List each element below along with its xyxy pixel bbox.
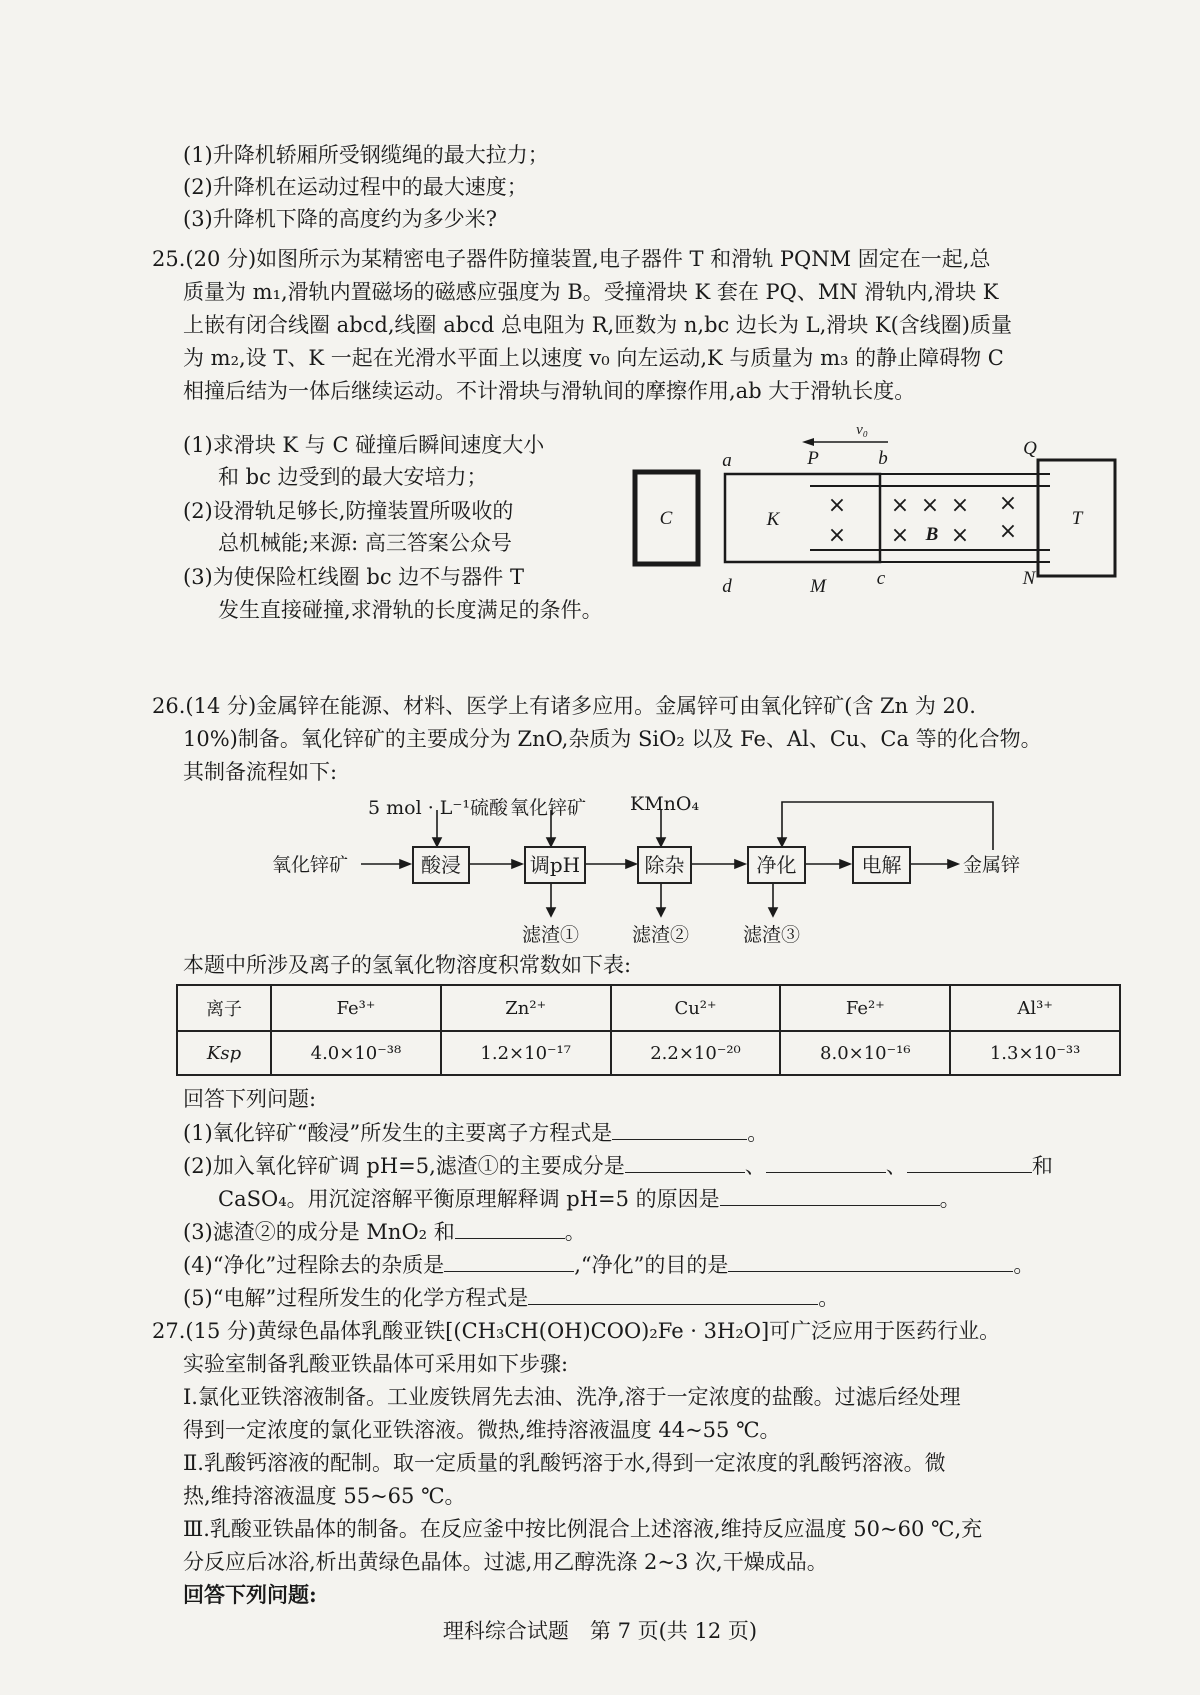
table-row (177, 1031, 1120, 1075)
q25-line-3: 上嵌有闭合线圈 abcd,线圈 abcd 总电阻为 R,匝数为 n,bc 边长为 L,滑块 K(含线圈)质量 (183, 313, 1012, 337)
q27-line-4: 得到一定浓度的氯化亚铁溶液。微热,维持溶液温度 44~55 ℃。 (183, 1418, 781, 1442)
table-header-cell: Fe²⁺ (780, 985, 950, 1031)
residue-1: 滤渣① (522, 924, 580, 946)
residue-2: 滤渣② (632, 924, 690, 946)
label-a: a (722, 450, 732, 471)
table-cell: 1.3×10⁻³³ (950, 1031, 1120, 1075)
answer-blank[interactable] (444, 1249, 574, 1272)
q26-line-2: 10%)制备。氧化锌矿的主要成分为 ZnO,杂质为 SiO₂ 以及 Fe、Al、Cu、Ca 等的化合物。 (183, 727, 1042, 751)
table-row (177, 985, 1120, 1031)
q27-line-2: 实验室制备乳酸亚铁晶体可采用如下步骤: (183, 1352, 569, 1376)
q26-q3-text: (3)滤渣②的成分是 MnO₂ 和 (183, 1220, 455, 1244)
reagent-sulfuric-acid: 5 mol · L⁻¹硫酸 (368, 797, 509, 819)
table-cell: 8.0×10⁻¹⁶ (780, 1031, 950, 1075)
period: 。 (939, 1187, 961, 1211)
q27-line-6: 热,维持溶液温度 55~65 ℃。 (183, 1484, 466, 1508)
label-b-field: B (925, 524, 939, 545)
answer-blank[interactable] (612, 1117, 747, 1140)
q26-q1-text: (1)氧化锌矿“酸浸”所发生的主要离子方程式是 (183, 1121, 613, 1145)
field-cross: × (920, 493, 940, 518)
label-q: Q (1023, 438, 1037, 459)
q27-line-7: Ⅲ.乳酸亚铁晶体的制备。在反应釜中按比例混合上述溶液,维持反应温度 50~60 ℃,充 (183, 1517, 983, 1541)
answer-blank[interactable] (766, 1150, 886, 1173)
q26-q4 (183, 1249, 1034, 1280)
period: 。 (747, 1121, 769, 1145)
q27-line-3: Ⅰ.氯化亚铁溶液制备。工业废铁屑先去油、洗净,溶于一定浓度的盐酸。过滤后经处理 (183, 1385, 961, 1409)
q25-part-3a: (3)为使保险杠线圈 bc 边不与器件 T (183, 565, 524, 589)
table-intro: 本题中所涉及离子的氢氧化物溶度积常数如下表: (183, 953, 632, 977)
q25-line-2: 质量为 m₁,滑轨内置磁场的磁感应强度为 B。受撞滑块 K 套在 PQ、MN 滑轨内,滑块 K (183, 280, 999, 304)
q26-answer-prompt: 回答下列问题: (183, 1087, 317, 1111)
field-cross: × (950, 493, 970, 518)
table-header-cell: Zn²⁺ (441, 985, 611, 1031)
step-adjust-ph: 调pH (524, 846, 586, 884)
q27-line-1: 27.(15 分)黄绿色晶体乳酸亚铁[(CH₃CH(OH)COO)₂Fe · 3H₂O]可广泛应用于医药行业。 (152, 1319, 1001, 1343)
field-cross: × (950, 523, 970, 548)
table-cell: 4.0×10⁻³⁸ (271, 1031, 441, 1075)
answer-blank[interactable] (528, 1282, 818, 1305)
q26-q2b-text: CaSO₄。用沉淀溶解平衡原理解释调 pH=5 的原因是 (218, 1187, 720, 1211)
q26-q5 (183, 1282, 839, 1313)
field-cross: × (827, 493, 847, 518)
q27-line-9: 回答下列问题: (183, 1582, 317, 1607)
field-cross: × (827, 523, 847, 548)
q25-part-2b: 总机械能;来源: 高三答案公众号 (218, 531, 512, 555)
answer-blank[interactable] (907, 1150, 1032, 1173)
step-acid-leach: 酸浸 (412, 846, 470, 884)
q26-line-3: 其制备流程如下: (183, 760, 338, 784)
q25-part-2a: (2)设滑轨足够长,防撞装置所吸收的 (183, 499, 514, 523)
page-footer: 理科综合试题 第 7 页(共 12 页) (442, 1619, 758, 1643)
q26-q4a-text: (4)“净化”过程除去的杂质是 (183, 1253, 445, 1277)
label-c-small: c (876, 568, 886, 589)
table-row-label: Ksp (177, 1031, 271, 1075)
separator: 、 (744, 1154, 766, 1178)
q26-q3 (183, 1216, 586, 1247)
label-b: b (878, 448, 888, 469)
q26-line-1: 26.(14 分)金属锌在能源、材料、医学上有诸多应用。金属锌可由氧化锌矿(含 Zn 为 20. (152, 694, 976, 718)
table-header-cell: Cu²⁺ (611, 985, 781, 1031)
q24-part-3: (3)升降机下降的高度约为多少米? (183, 207, 498, 231)
flow-product: 金属锌 (963, 854, 1021, 876)
ksp-table (176, 984, 1121, 1076)
step-remove-impurities: 除杂 (637, 846, 692, 884)
label-t: T (1071, 508, 1083, 529)
separator: 、 (885, 1154, 907, 1178)
table-header-cell: 离子 (177, 985, 271, 1031)
q26-q5-text: (5)“电解”过程所发生的化学方程式是 (183, 1286, 529, 1310)
field-cross: × (890, 493, 910, 518)
label-n: N (1022, 568, 1036, 589)
label-m: M (810, 576, 826, 597)
q25-line-5: 相撞后结为一体后继续运动。不计滑块与滑轨间的摩擦作用,ab 大于滑轨长度。 (183, 379, 916, 403)
q26-q2a (183, 1150, 1053, 1181)
reagent-kmno4: KMnO₄ (630, 793, 700, 815)
residue-3: 滤渣③ (743, 924, 801, 946)
q26-q2a-text: (2)加入氧化锌矿调 pH=5,滤渣①的主要成分是 (183, 1154, 625, 1178)
q27-line-8: 分反应后冰浴,析出黄绿色晶体。过滤,用乙醇洗涤 2~3 次,干燥成品。 (183, 1550, 828, 1574)
table-cell: 2.2×10⁻²⁰ (611, 1031, 781, 1075)
q25-part-1a: (1)求滑块 K 与 C 碰撞后瞬间速度大小 (183, 433, 545, 457)
period: 。 (818, 1286, 840, 1310)
step-purify: 净化 (747, 846, 806, 884)
period: 。 (1013, 1253, 1035, 1277)
field-cross: × (890, 523, 910, 548)
answer-blank[interactable] (455, 1216, 565, 1239)
table-cell: 1.2×10⁻¹⁷ (441, 1031, 611, 1075)
q27-line-5: Ⅱ.乳酸钙溶液的配制。取一定质量的乳酸钙溶于水,得到一定浓度的乳酸钙溶液。微 (183, 1451, 946, 1475)
answer-blank[interactable] (625, 1150, 745, 1173)
q26-q4b-text: ,“净化”的目的是 (574, 1253, 729, 1277)
field-cross: × (998, 519, 1018, 544)
step-electrolysis: 电解 (852, 846, 911, 884)
label-v0: v₀ (856, 422, 868, 438)
collision-device-figure (630, 420, 1120, 600)
flow-start: 氧化锌矿 (272, 854, 349, 876)
q24-part-1: (1)升降机轿厢所受钢缆绳的最大拉力； (183, 143, 549, 167)
q26-q2b (218, 1183, 961, 1214)
label-p: P (807, 448, 819, 469)
table-header-cell: Fe³⁺ (271, 985, 441, 1031)
label-k: K (766, 509, 780, 530)
q25-part-1b: 和 bc 边受到的最大安培力； (218, 465, 488, 489)
field-cross: × (998, 491, 1018, 516)
q24-part-2: (2)升降机在运动过程中的最大速度； (183, 175, 528, 199)
answer-blank[interactable] (720, 1183, 940, 1206)
answer-blank[interactable] (728, 1249, 1013, 1272)
slider-k (725, 474, 880, 562)
q26-q1 (183, 1117, 768, 1148)
reagent-zinc-ore: 氧化锌矿 (510, 797, 587, 819)
label-c: C (659, 508, 673, 529)
and-word: 和 (1031, 1154, 1053, 1178)
q25-line-4: 为 m₂,设 T、K 一起在光滑水平面上以速度 v₀ 向左运动,K 与质量为 m₃ 的静止障碍物 C (183, 346, 1004, 370)
table-header-cell: Al³⁺ (950, 985, 1120, 1031)
q25-part-3b: 发生直接碰撞,求滑轨的长度满足的条件。 (218, 598, 603, 622)
period: 。 (564, 1220, 586, 1244)
label-d: d (722, 576, 732, 597)
q25-line-1: 25.(20 分)如图所示为某精密电子器件防撞装置,电子器件 T 和滑轨 PQNM 固定在一起,总 (152, 247, 991, 271)
